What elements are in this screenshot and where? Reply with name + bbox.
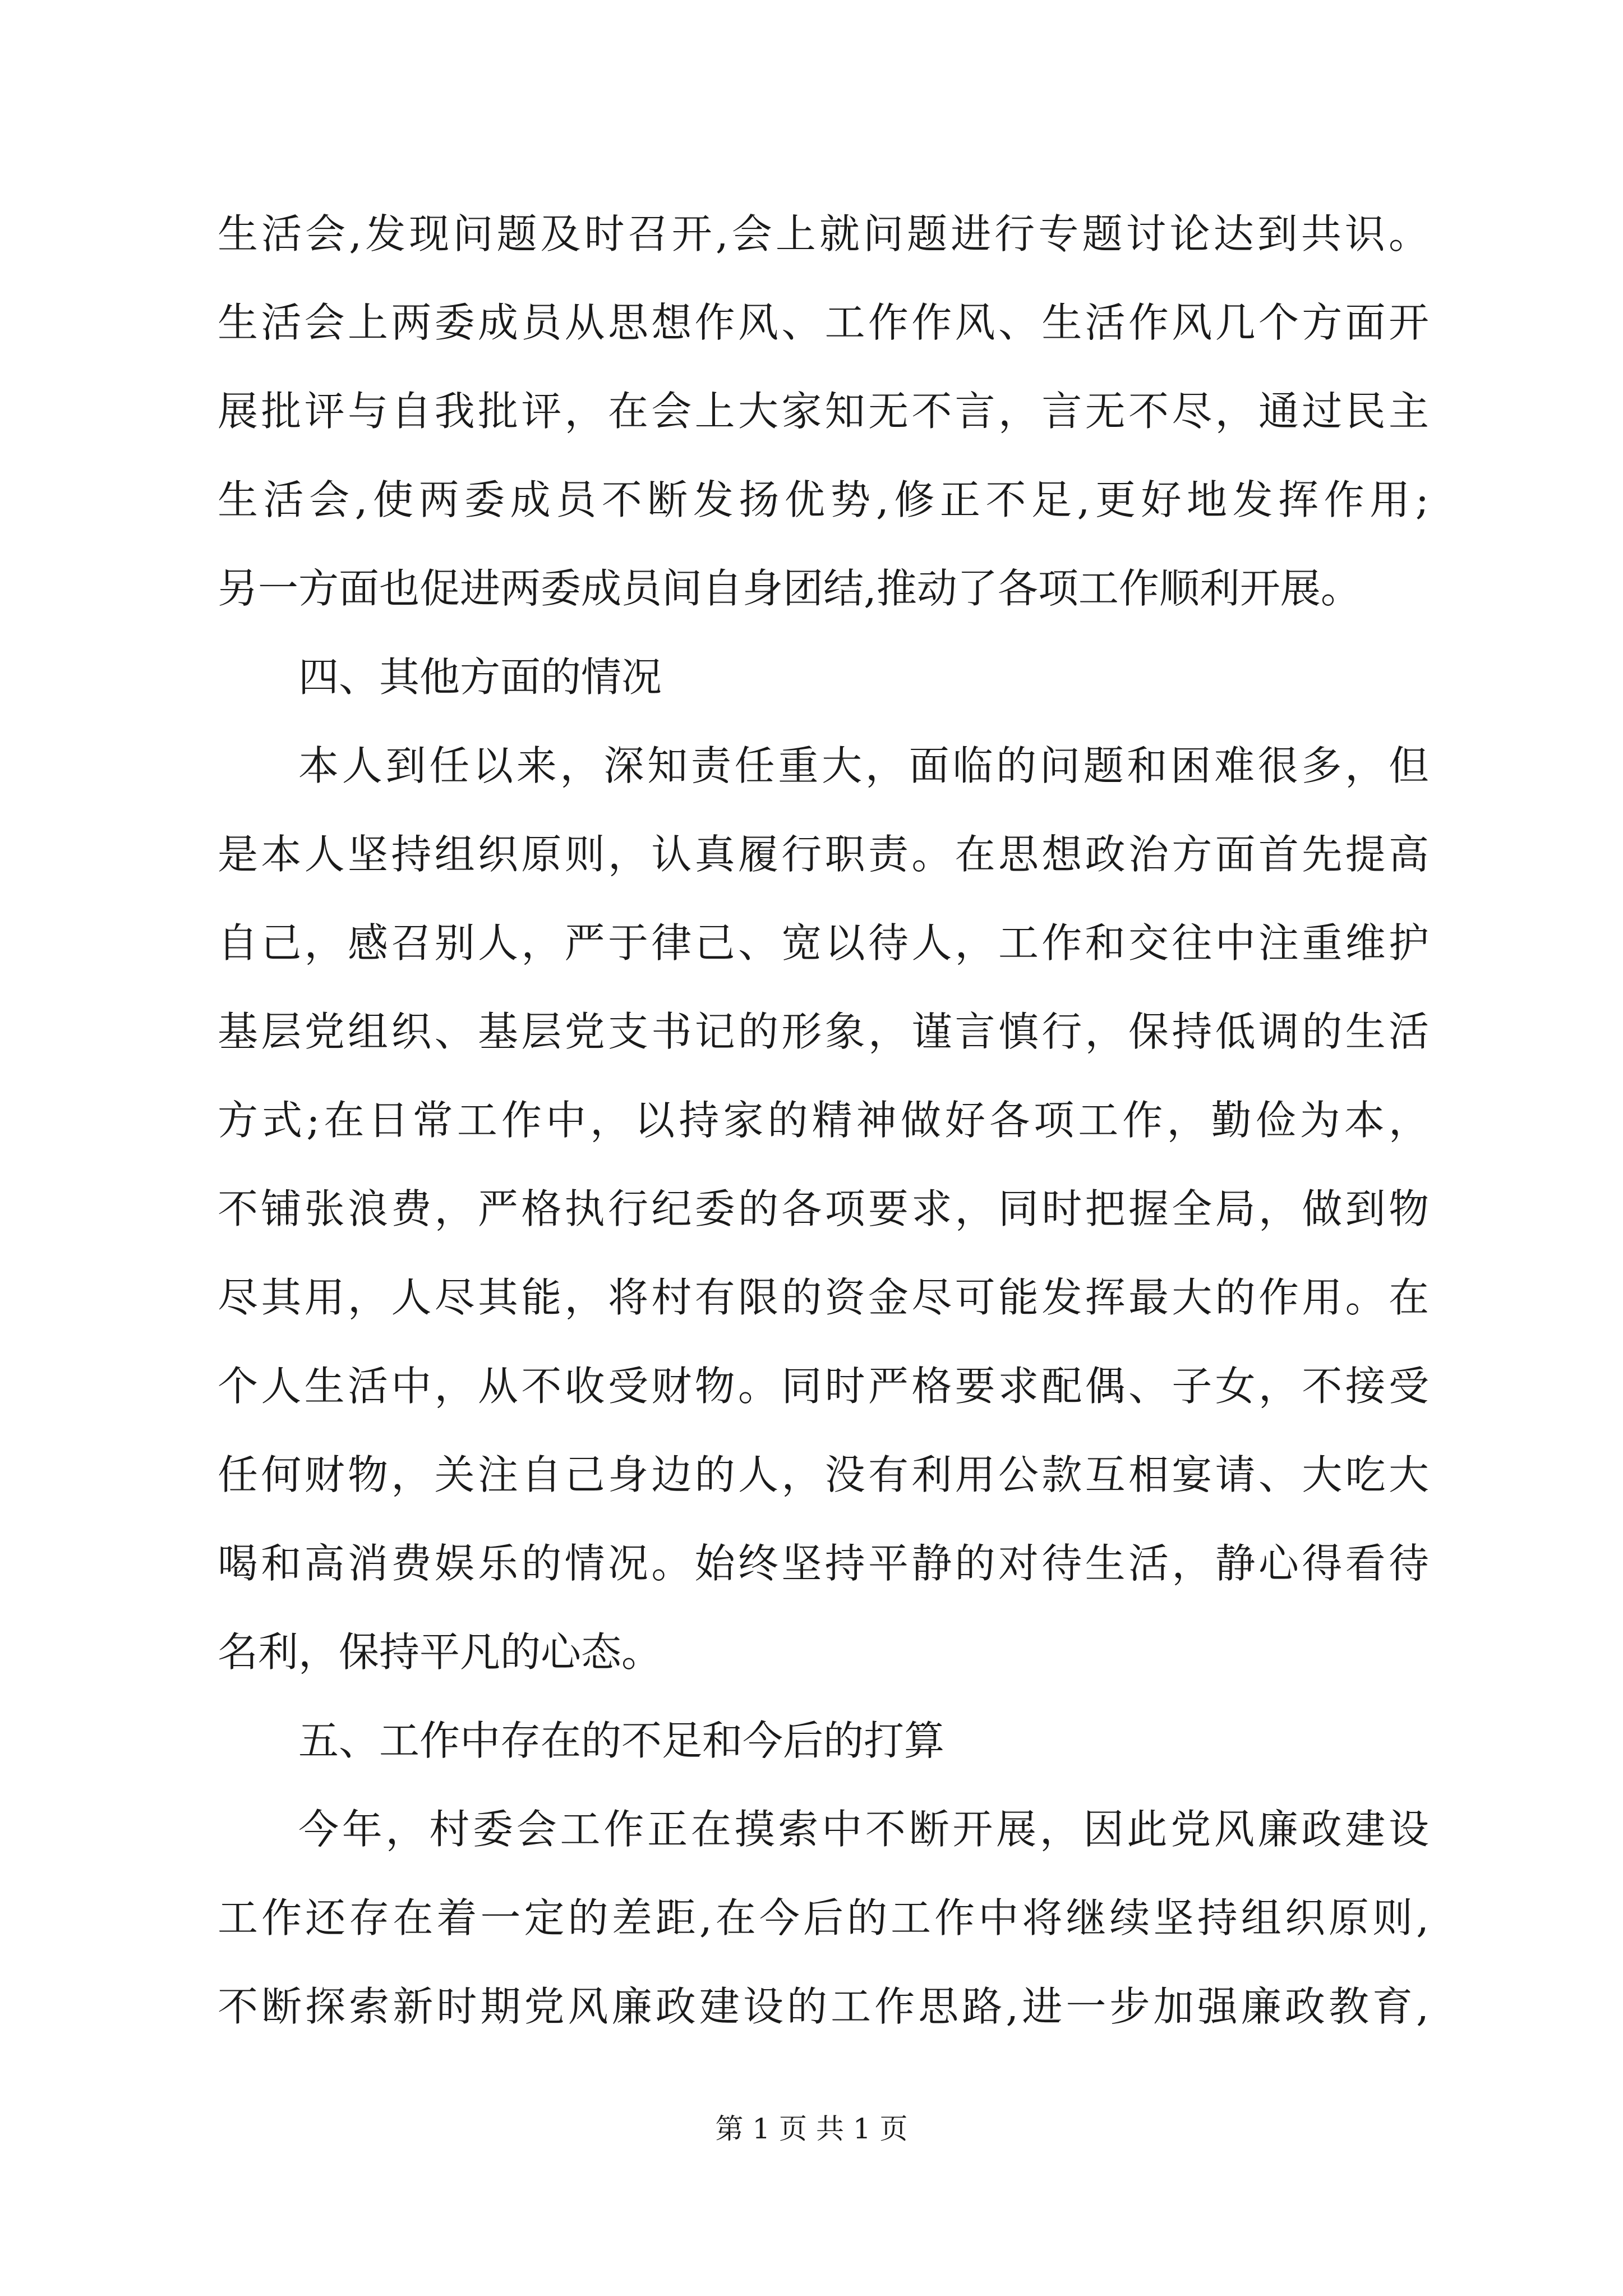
text-line: 名利，保持平凡的心态。 [218,1628,662,1676]
text-line: 个人生活中，从不收受财物。同时严格要求配偶、子女，不接受 [218,1363,1429,1410]
text-line: 生活会,使两委成员不断发扬优势,修正不足,更好地发挥作用; [218,476,1429,523]
text-line: 工作还存在着一定的差距,在今后的工作中将继续坚持组织原则, [218,1894,1429,1941]
text-line: 不铺张浪费，严格执行纪委的各项要求，同时把握全局，做到物 [218,1185,1429,1232]
text-line: 任何财物，关注自己身边的人，没有利用公款互相宴请、大吃大 [218,1451,1429,1498]
section-heading: 四、其他方面的情况 [298,654,662,701]
text-line: 生活会上两委成员从思想作风、工作作风、生活作风几个方面开 [218,299,1429,346]
text-line: 展批评与自我批评，在会上大家知无不言，言无不尽，通过民主 [218,388,1429,435]
page-footer [0,2109,1623,2148]
text-line: 是本人坚持组织原则，认真履行职责。在思想政治方面首先提高 [218,831,1429,878]
text-line: 生活会,发现问题及时召开,会上就问题进行专题讨论达到共识。 [218,210,1429,257]
text-line: 尽其用，人尽其能，将村有限的资金尽可能发挥最大的作用。在 [218,1274,1429,1321]
section-heading: 五、工作中存在的不足和今后的打算 [298,1717,945,1764]
text-line: 方式;在日常工作中，以持家的精神做好各项工作，勤俭为本， [218,1097,1429,1144]
text-line: 本人到任以来，深知责任重大，面临的问题和困难很多，但 [298,742,1429,789]
document-body [218,190,1429,2051]
text-line: 另一方面也促进两委成员间自身团结,推动了各项工作顺利开展。 [218,565,1361,612]
text-line: 今年，村委会工作正在摸索中不断开展，因此党风廉政建设 [298,1806,1429,1853]
text-line: 基层党组织、基层党支书记的形象，谨言慎行，保持低调的生活 [218,1008,1429,1055]
text-line: 不断探索新时期党风廉政建设的工作思路,进一步加强廉政教育, [218,1983,1429,2030]
text-line: 自己，感召别人，严于律己、宽以待人，工作和交往中注重维护 [218,919,1429,967]
text-line: 喝和高消费娱乐的情况。始终坚持平静的对待生活，静心得看待 [218,1540,1429,1587]
page-number: 第 1 页 共 1 页 [715,2113,908,2145]
